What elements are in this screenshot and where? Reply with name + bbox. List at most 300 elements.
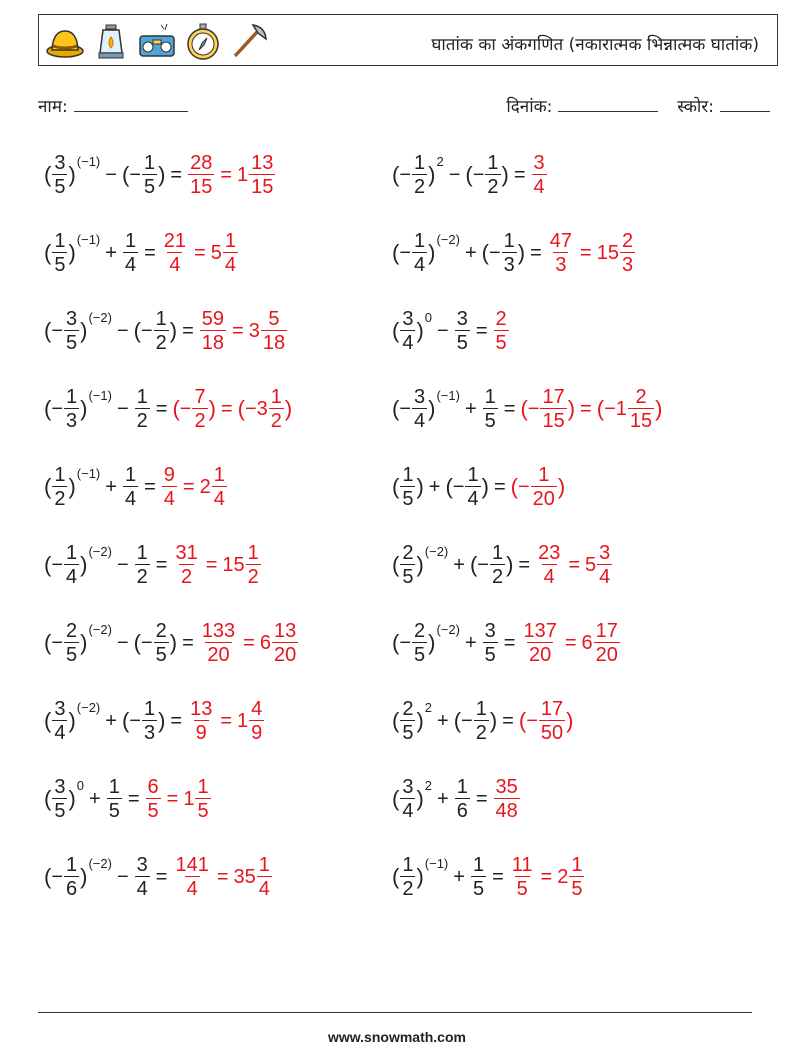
exponent: (−1) (88, 387, 112, 403)
term (134, 542, 151, 589)
denominator: 4 (186, 877, 198, 900)
radio-icon (137, 21, 177, 61)
answer (187, 152, 276, 199)
close-paren: ) (416, 474, 424, 499)
term (100, 164, 122, 187)
close-paren: ) (80, 552, 88, 577)
denominator: 5 (402, 721, 414, 744)
score-label: स्कोर: (677, 97, 714, 117)
open-paren: ( (44, 318, 52, 343)
fraction (400, 698, 415, 745)
open-paren: ( (121, 162, 130, 187)
open-paren: ( (481, 240, 489, 265)
term (222, 542, 261, 589)
sign: − (399, 163, 412, 186)
fraction (52, 698, 67, 745)
term (122, 464, 139, 511)
open-paren: ( (172, 396, 180, 421)
numerator: 1 (402, 463, 414, 486)
fraction (212, 464, 227, 511)
fraction (135, 854, 150, 901)
operator: + (428, 475, 441, 498)
numerator: 2 (414, 619, 426, 642)
fraction (52, 230, 67, 277)
operator: − (116, 631, 129, 654)
numerator: 17 (595, 619, 618, 642)
whole-part: 2 (199, 475, 211, 498)
term (122, 698, 165, 745)
numerator: 1 (484, 385, 496, 408)
close-paren: ) (416, 864, 424, 889)
term (460, 242, 482, 265)
whole-part: 1 (183, 787, 195, 810)
term (187, 152, 215, 199)
numerator: 1 (155, 307, 167, 330)
fraction (400, 776, 415, 823)
equals-sign: = (492, 865, 504, 888)
fraction (64, 386, 79, 433)
term (392, 620, 460, 667)
term (100, 242, 122, 265)
term (227, 320, 249, 343)
open-paren: ( (44, 708, 52, 733)
date-score-fields (506, 94, 770, 117)
fraction (412, 386, 427, 433)
fraction (64, 854, 79, 901)
numerator: 1 (503, 229, 515, 252)
sign: − (517, 475, 530, 498)
fraction (628, 386, 654, 433)
fraction (494, 308, 509, 355)
whole-part: 35 (233, 865, 256, 888)
term (535, 542, 563, 589)
open-paren: ( (392, 162, 400, 187)
denominator: 5 (155, 643, 167, 666)
numerator: 2 (402, 541, 414, 564)
numerator: 47 (549, 229, 573, 252)
fraction (52, 464, 67, 511)
fraction (400, 542, 415, 589)
denominator: 4 (402, 331, 414, 354)
term (482, 620, 499, 667)
numerator: 1 (414, 151, 426, 174)
numerator: 3 (66, 307, 78, 330)
term (172, 542, 200, 589)
numerator: 6 (147, 775, 159, 798)
equals-sign: = (503, 631, 516, 654)
term (215, 164, 237, 187)
fraction (123, 230, 138, 277)
equals-sign: = (155, 865, 168, 888)
numerator: 2 (66, 619, 78, 642)
term (134, 620, 177, 667)
operator: + (437, 787, 449, 810)
term (200, 464, 228, 511)
exponent: (−1) (76, 231, 101, 247)
operator: = (220, 397, 233, 420)
denominator: 3 (143, 721, 156, 744)
numerator: 1 (54, 229, 66, 252)
numerator: 4 (251, 697, 263, 720)
operator: + (89, 787, 101, 810)
numerator: 2 (635, 385, 647, 408)
name-label: नाम: (38, 97, 68, 117)
fraction (52, 152, 67, 199)
fraction (162, 464, 177, 511)
term (112, 632, 134, 655)
sign: − (477, 553, 489, 576)
close-paren: ) (428, 162, 436, 187)
close-paren: ) (169, 630, 178, 655)
operator: = (243, 631, 255, 654)
score-blank[interactable] (720, 97, 770, 112)
term (112, 320, 134, 343)
problem-18 (392, 764, 521, 834)
denominator: 18 (262, 331, 286, 354)
operator: + (105, 475, 117, 498)
term (432, 788, 454, 811)
fraction (531, 464, 557, 511)
term (145, 776, 162, 823)
close-paren: ) (68, 240, 76, 265)
numerator: 31 (175, 541, 198, 564)
equals-sign: = (170, 709, 183, 732)
numerator: 1 (136, 541, 148, 564)
sign: − (140, 631, 153, 654)
equals-sign: = (144, 475, 156, 498)
denominator: 50 (540, 721, 564, 744)
term (511, 464, 566, 511)
denominator: 15 (251, 175, 274, 198)
whole-part: 2 (557, 865, 569, 888)
sign: − (399, 631, 412, 654)
term (260, 620, 299, 667)
numerator: 2 (495, 307, 507, 330)
operator: − (116, 319, 129, 342)
close-paren: ) (567, 396, 576, 421)
open-paren: ( (44, 552, 52, 577)
denominator: 4 (599, 565, 611, 588)
denominator: 5 (402, 565, 414, 588)
term (424, 476, 446, 499)
numerator: 2 (155, 619, 167, 642)
answer (531, 152, 548, 199)
operator: + (453, 865, 465, 888)
term (172, 386, 215, 433)
numerator: 3 (414, 385, 426, 408)
answer (199, 308, 288, 355)
exponent: (−1) (424, 855, 449, 871)
sign: − (51, 865, 64, 888)
name-blank[interactable] (74, 97, 188, 112)
answer (187, 698, 265, 745)
denominator: 2 (155, 331, 167, 354)
name-field (38, 94, 188, 117)
fraction (200, 620, 237, 667)
denominator: 2 (402, 877, 414, 900)
fraction (502, 230, 517, 277)
denominator: 4 (414, 253, 426, 276)
close-paren: ) (80, 864, 88, 889)
exponent: 0 (76, 777, 85, 793)
denominator: 2 (487, 175, 499, 198)
denominator: 5 (414, 643, 426, 666)
numerator: 1 (66, 541, 78, 564)
denominator: 20 (595, 643, 618, 666)
equals-sign: = (513, 163, 526, 186)
fraction (594, 620, 620, 667)
close-paren: ) (68, 786, 76, 811)
denominator: 15 (190, 175, 213, 198)
answer (493, 308, 510, 355)
term (454, 776, 471, 823)
term (187, 698, 215, 745)
hat-icon (45, 21, 85, 61)
term (582, 620, 621, 667)
denominator: 5 (54, 253, 66, 276)
open-paren: ( (133, 630, 141, 655)
open-paren: ( (596, 396, 605, 421)
term (470, 542, 513, 589)
denominator: 2 (414, 175, 426, 198)
answer (509, 854, 586, 901)
answer (520, 386, 662, 433)
open-paren: ( (392, 630, 400, 655)
fraction (200, 308, 226, 355)
denominator: 4 (414, 409, 426, 432)
fraction (142, 152, 157, 199)
denominator: 15 (542, 409, 565, 432)
denominator: 5 (456, 331, 468, 354)
term (134, 854, 151, 901)
fraction (540, 386, 566, 433)
term (44, 542, 112, 589)
sign: − (526, 709, 538, 732)
whole-part: −1 (604, 397, 627, 420)
open-paren: ( (44, 396, 52, 421)
term (509, 854, 536, 901)
open-paren: ( (469, 552, 478, 577)
term (199, 620, 238, 667)
denominator: 4 (169, 253, 181, 276)
date-blank[interactable] (558, 97, 658, 112)
close-paren: ) (169, 318, 178, 343)
open-paren: ( (44, 162, 52, 187)
numerator: 17 (542, 385, 565, 408)
open-paren: ( (453, 708, 462, 733)
close-paren: ) (557, 474, 566, 499)
denominator: 5 (484, 643, 496, 666)
operator: − (116, 553, 129, 576)
fraction (223, 230, 238, 277)
denominator: 3 (66, 409, 78, 432)
sign: − (472, 163, 485, 186)
numerator: 3 (599, 541, 611, 564)
denominator: 2 (54, 487, 66, 510)
fraction (173, 854, 210, 901)
whole-part: 6 (259, 631, 271, 654)
open-paren: ( (392, 864, 400, 889)
denominator: 4 (533, 175, 545, 198)
numerator: 1 (143, 151, 156, 174)
answer (172, 386, 292, 433)
numerator: 28 (190, 151, 213, 174)
fraction (485, 152, 500, 199)
exponent: (−2) (436, 621, 460, 637)
numerator: 13 (190, 697, 213, 720)
numerator: 1 (143, 697, 156, 720)
fraction (400, 308, 415, 355)
numerator: 13 (251, 151, 274, 174)
fraction (483, 386, 498, 433)
fraction (249, 698, 264, 745)
numerator: 1 (487, 151, 499, 174)
fraction (455, 776, 470, 823)
sign: − (51, 319, 64, 342)
open-paren: ( (510, 474, 518, 499)
close-paren: ) (481, 474, 489, 499)
term (211, 230, 239, 277)
equals-sign: = (475, 787, 488, 810)
close-paren: ) (566, 708, 574, 733)
exponent: (−2) (424, 543, 449, 559)
term (563, 554, 585, 577)
term (112, 554, 134, 577)
problem-14 (392, 608, 621, 678)
term (162, 788, 184, 811)
denominator: 5 (108, 799, 120, 822)
numerator: 1 (124, 229, 137, 252)
numerator: 1 (54, 463, 66, 486)
sign: − (488, 241, 501, 264)
open-paren: ( (237, 396, 245, 421)
term (44, 464, 100, 511)
term (585, 542, 613, 589)
term (100, 476, 122, 499)
term (249, 308, 288, 355)
equals-sign: = (182, 319, 194, 342)
close-paren: ) (158, 708, 166, 733)
denominator: 6 (66, 877, 78, 900)
fraction (64, 308, 79, 355)
close-paren: ) (416, 552, 424, 577)
denominator: 4 (258, 877, 270, 900)
sign: − (527, 397, 540, 420)
denominator: 3 (503, 253, 515, 276)
open-paren: ( (44, 240, 52, 265)
numerator: 1 (467, 463, 479, 486)
denominator: 2 (247, 565, 259, 588)
denominator: 4 (213, 487, 225, 510)
denominator: 4 (54, 721, 66, 744)
numerator: 3 (136, 853, 148, 876)
term (212, 866, 234, 889)
answer (511, 464, 566, 511)
numerator: 1 (571, 853, 583, 876)
open-paren: ( (133, 318, 141, 343)
whole-part: 5 (210, 241, 222, 264)
problem-7 (44, 374, 292, 444)
denominator: 4 (543, 565, 555, 588)
open-paren: ( (392, 552, 400, 577)
exponent: (−2) (76, 699, 101, 715)
fraction (465, 464, 480, 511)
close-paren: ) (506, 552, 514, 577)
numerator: 1 (475, 697, 487, 720)
equals-sign: = (518, 553, 531, 576)
denominator: 2 (136, 409, 148, 432)
term (445, 464, 488, 511)
denominator: 2 (270, 409, 282, 432)
fraction (195, 776, 210, 823)
fraction (412, 230, 427, 277)
term (84, 788, 106, 811)
problem-5 (44, 296, 288, 366)
sign: − (129, 709, 141, 732)
operator: = (540, 865, 553, 888)
denominator: 4 (124, 253, 137, 276)
term (238, 386, 293, 433)
numerator: 13 (273, 619, 297, 642)
problem-15 (44, 686, 265, 756)
term (100, 710, 122, 733)
term (44, 386, 112, 433)
fraction (173, 542, 199, 589)
problem-11 (44, 530, 262, 600)
numerator: 141 (175, 853, 209, 876)
operator: − (105, 163, 117, 186)
term (444, 164, 466, 187)
numerator: 3 (456, 307, 468, 330)
equals-sign: = (502, 709, 514, 732)
denominator: 6 (456, 799, 468, 822)
exponent: (−2) (88, 543, 112, 559)
fraction (510, 854, 535, 901)
denominator: 20 (273, 643, 297, 666)
close-paren: ) (655, 396, 663, 421)
icon-strip (45, 21, 269, 61)
term (460, 632, 482, 655)
term (44, 230, 100, 277)
numerator: 1 (213, 463, 225, 486)
answer (172, 854, 272, 901)
operator: − (437, 319, 449, 342)
numerator: 2 (621, 229, 634, 252)
close-paren: ) (501, 162, 509, 187)
denominator: 5 (54, 175, 66, 198)
term (392, 776, 432, 823)
close-paren: ) (416, 708, 424, 733)
exponent: 2 (436, 153, 444, 169)
open-paren: ( (44, 864, 52, 889)
fraction (162, 230, 188, 277)
denominator: 9 (195, 721, 207, 744)
close-paren: ) (489, 708, 498, 733)
denominator: 15 (629, 409, 653, 432)
term (234, 854, 273, 901)
fraction (146, 776, 161, 823)
term (392, 542, 448, 589)
close-paren: ) (517, 240, 526, 265)
problem-16 (392, 686, 573, 756)
close-paren: ) (68, 162, 76, 187)
open-paren: ( (121, 708, 130, 733)
numerator: 3 (54, 151, 66, 174)
term (237, 698, 265, 745)
operator: + (105, 241, 117, 264)
numerator: 3 (402, 775, 414, 798)
operator: − (116, 397, 129, 420)
